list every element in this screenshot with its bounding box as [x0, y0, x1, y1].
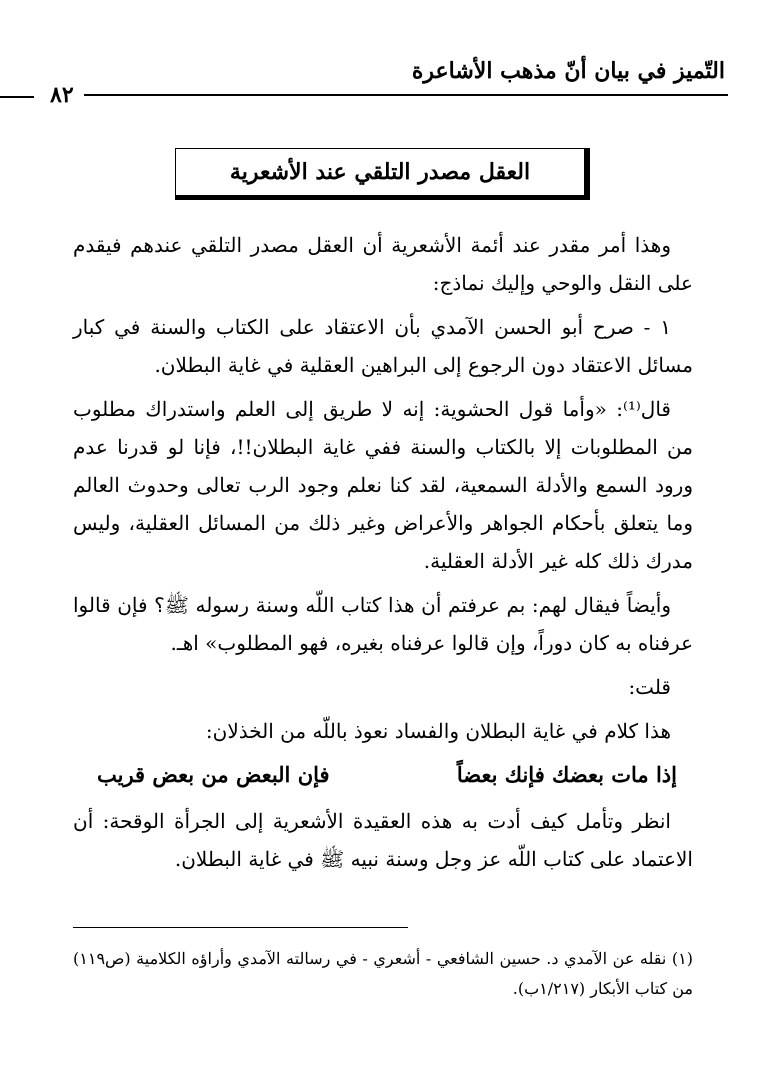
footnote-rule: [73, 927, 408, 928]
header-rule: [48, 94, 728, 96]
paragraph-quote: قال⁽¹⁾: «وأما قول الحشوية: إنه لا طريق إلى العلم واستدراك مطلوب من المطلوبات إلا بالكتاب والسنة ففي غاية البطلان!!، فإنا لو قدرنا عدم ورود السمع والأدلة السمعية، لقد كنا نعلم وجود الرب تعالى وحدوث العالم وما يتعلق بأحكام الجواهر والأعراض وغير ذلك من المسائل العقلية، وليس مدرك ذلك كله غير الأدلة العقلية.: [73, 397, 693, 573]
paragraph-comment: هذا كلام في غاية البطلان والفساد نعوذ باللّه من الخذلان:: [205, 719, 671, 743]
footnote: (١) نقله عن الآمدي د. حسين الشافعي - أشعري - في رسالته الآمدي وأراؤه الكلامية (ص١١٩) من كتاب الأبكار (١/٢١٧ب).: [73, 949, 693, 998]
paragraph-conclusion: انظر وتأمل كيف أدت به هذه العقيدة الأشعرية إلى الجرأة الوقحة: أن الاعتماد على كتاب اللّه عز وجل وسنة نبيه ﷺ في غاية البطلان.: [73, 809, 693, 871]
paragraph-quote-continued: وأيضاً فيقال لهم: بم عرفتم أن هذا كتاب اللّه وسنة رسوله ﷺ؟ فإن قالوا عرفناه به كان دوراً، وإن قالوا عرفناه بغيره، فهو المطلوب» اهـ.: [73, 593, 693, 655]
paragraph-qultu: قلت:: [628, 675, 671, 699]
section-heading-box: [175, 148, 590, 200]
poem-verse: [97, 756, 677, 794]
section-heading: العقل مصدر التلقي عند الأشعرية: [229, 159, 531, 185]
paragraph-example-1: ١ - صرح أبو الحسن الآمدي بأن الاعتقاد على الكتاب والسنة في كبار مسائل الاعتقاد دون الرجوع إلى البراهين العقلية في غاية البطلان.: [73, 315, 693, 377]
running-header-title: التّميز في بيان أنّ مذهب الأشاعرة: [411, 58, 725, 84]
poem-first-hemistich: إذا مات بعضك فإنك بعضاً: [456, 762, 677, 787]
body-text: [73, 226, 693, 884]
poem-second-hemistich: فإن البعض من بعض قريب: [97, 762, 330, 787]
paragraph-intro: وهذا أمر مقدر عند أئمة الأشعرية أن العقل مصدر التلقي عندهم فيقدم على النقل والوحي وإليك نماذج:: [73, 233, 693, 295]
page-number: ٨٢: [40, 82, 84, 108]
